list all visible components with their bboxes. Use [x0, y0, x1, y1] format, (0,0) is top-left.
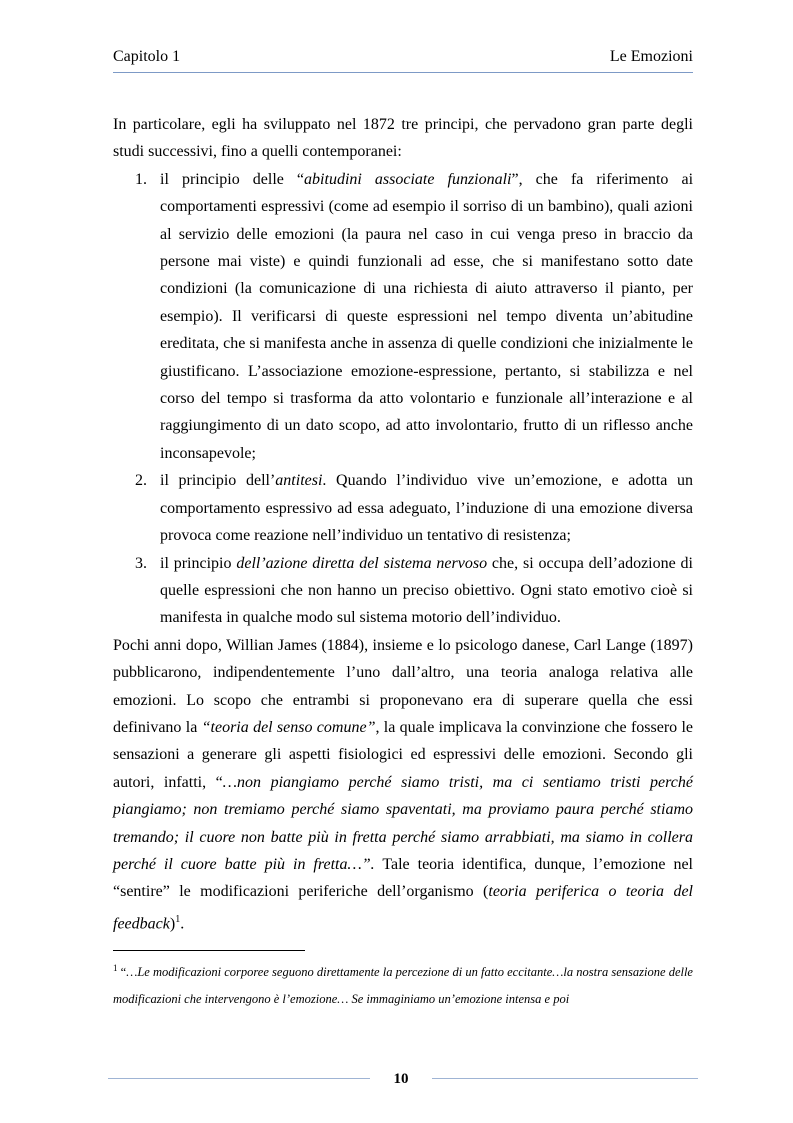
footer-rule-left: [108, 1078, 370, 1079]
chapter-label: Capitolo 1: [113, 48, 181, 65]
footnote-marker: 1: [113, 963, 118, 973]
principles-list: [113, 166, 693, 632]
footnote-rule: [113, 950, 305, 951]
main-paragraph: Pochi anni dopo, Willian James (1884), insieme e lo psicologo danese, Carl Lange (1897) pubblicarono, indipendentemente l’uno dall’altro, una teoria analoga relativa alle emozioni. Lo scopo che entrambi si proponevano era di superare quella che essi definivano la “teoria del senso comune”, la quale implicava la convinzione che fossero le sensazioni a generare gli aspetti fisiologici ed espressivi delle emozioni. Secondo gli autori, infatti, “…non piangiamo perché siamo tristi, ma ci sentiamo tristi perché piangiamo; non tremiamo perché siamo spaventati, ma proviamo paura perché stiamo tremando; il cuore non batte più in fretta perché siamo arrabbiati, ma siamo in collera perché il cuore batte più in fretta…”. Tale teoria identifica, dunque, l’emozione nel “sentire” le modificazioni periferiche dell’organismo (teoria periferica o teoria del feedback)$^1$.: [113, 636, 694, 933]
footnote-reference[interactable]: 1: [175, 913, 181, 925]
footnote-text: …Le modificazioni corporee seguono direttamente la percezione di un fatto eccitante…la nostra sensazione delle modificazioni che intervengono è l’emozione… Se immaginiamo un’emozione intensa e poi: [113, 965, 693, 1007]
body-text: [113, 111, 693, 938]
header-rule: [113, 72, 693, 73]
list-item: 3. il principio dell’azione diretta del sistema nervoso che, si occupa dell’adozione di quelle espressioni che non hanno un preciso obiettivo. Ogni stato emotivo cioè si manifesta in qualche modo sul sistema motorio dell’individuo.: [113, 550, 693, 632]
running-header: [113, 45, 693, 69]
page-number: 10: [393, 1071, 409, 1087]
list-number: 2.: [135, 472, 147, 490]
intro-paragraph: In particolare, egli ha sviluppato nel 1872 tre principi, che pervadono gran parte degli studi successivi, fino a quelli contemporanei:: [113, 116, 693, 161]
list-number: 3.: [135, 554, 147, 572]
footnote: $^1$ “…Le modificazioni corporee seguono direttamente la percezione di un fatto eccitante…la nostra sensazione delle modificazioni che intervengono è l’emozione… Se immaginiamo un’emozione intensa e poi: [113, 963, 693, 1007]
list-item: 1. il principio delle “abitudini associate funzionali”, che fa riferimento ai comportamenti espressivi (come ad esempio il sorriso di un bambino), quali azioni al servizio delle emozioni (la paura nel caso in cui venga preso in braccio da persone mai viste) e quindi funzionali ad esse, che si manifestano sotto date condizioni (la comunicazione di una richiesta di aiuto attraverso il pianto, per esempio). Il verificarsi di queste espressioni nel tempo diventa un’abitudine ereditata, che si manifesta anche in assenza di quelle condizioni che inizialmente le giustificano. L’associazione emozione-espressione, pertanto, si stabilizza e nel corso del tempo si trasforma da atto volontario e funzionale all’interazione e al raggiungimento di un dato scopo, ad atto involontario, frutto di un riflesso anche inconsapevole;: [113, 166, 693, 467]
footer-rule-right: [432, 1078, 698, 1079]
chapter-title: Le Emozioni: [609, 48, 693, 65]
list-number: 1.: [135, 170, 147, 188]
list-item: 2. il principio dell’antitesi. Quando l’individuo vive un’emozione, e adotta un comportamento espressivo ad essa adeguato, l’induzione di una emozione diversa provoca come reazione nell’individuo un tentativo di resistenza;: [113, 467, 693, 549]
